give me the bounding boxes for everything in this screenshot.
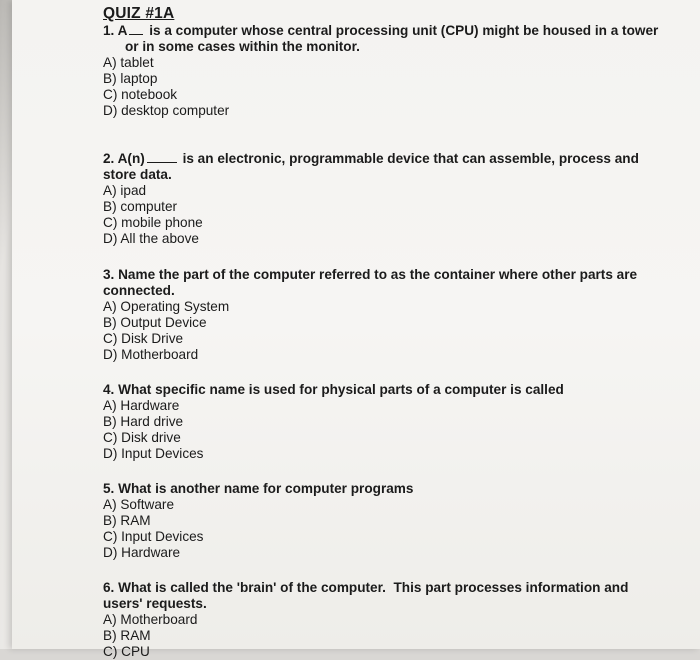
question-6 [103, 580, 663, 660]
question-1-suffix: is a computer whose central processing unit (CPU) might be housed in a tower or in some cases within the monitor. [125, 23, 663, 54]
option: A) tablet [103, 55, 154, 70]
question-2 [103, 151, 663, 247]
option: B) RAM [103, 513, 151, 528]
option: A) ipad [103, 183, 147, 198]
spacer [103, 247, 663, 267]
spacer [103, 462, 663, 481]
option: C) CPU [103, 644, 150, 659]
quiz-title: QUIZ #1A [103, 5, 175, 22]
spacer [103, 363, 663, 382]
spacer [103, 119, 663, 151]
option: D) All the above [103, 231, 199, 246]
question-4 [103, 382, 663, 462]
question-5-text: 5. What is another name for computer programs [103, 481, 414, 496]
answer-blank [129, 23, 143, 35]
option: B) laptop [103, 71, 158, 86]
option: B) RAM [103, 628, 151, 643]
paper-sheet [12, 0, 700, 659]
question-4-text: 4. What specific name is used for physical parts of a computer is called [103, 382, 564, 397]
question-2-prefix: 2. A(n) [103, 151, 145, 166]
option: A) Motherboard [103, 612, 198, 627]
option: C) notebook [103, 87, 178, 102]
question-2-text [103, 151, 663, 183]
option: D) Input Devices [103, 446, 204, 461]
question-6-text: 6. What is called the 'brain' of the computer. This part processes information and users' requests. [103, 580, 633, 611]
option: C) Disk drive [103, 430, 181, 445]
option: B) Output Device [103, 315, 207, 330]
answer-blank [147, 151, 177, 163]
option: A) Hardware [103, 398, 180, 413]
option: C) Disk Drive [103, 331, 184, 346]
option: D) desktop computer [103, 103, 230, 118]
question-1 [103, 23, 663, 119]
question-3 [103, 267, 663, 363]
question-1-prefix: 1. A [103, 23, 128, 38]
option: B) Hard drive [103, 414, 184, 429]
option: C) Input Devices [103, 529, 204, 544]
question-3-text: 3. Name the part of the computer referred to as the container where other parts are connected. [103, 267, 641, 298]
quiz-content [103, 6, 663, 660]
question-1-text [103, 23, 663, 55]
option: D) Hardware [103, 545, 181, 560]
question-5 [103, 481, 663, 561]
option: D) Motherboard [103, 347, 199, 362]
option: B) computer [103, 199, 178, 214]
question-2-suffix: is an electronic, programmable device that can assemble, process and store data. [103, 151, 643, 182]
spacer [103, 561, 663, 580]
option: A) Operating System [103, 299, 230, 314]
option: A) Software [103, 497, 175, 512]
option: C) mobile phone [103, 215, 203, 230]
